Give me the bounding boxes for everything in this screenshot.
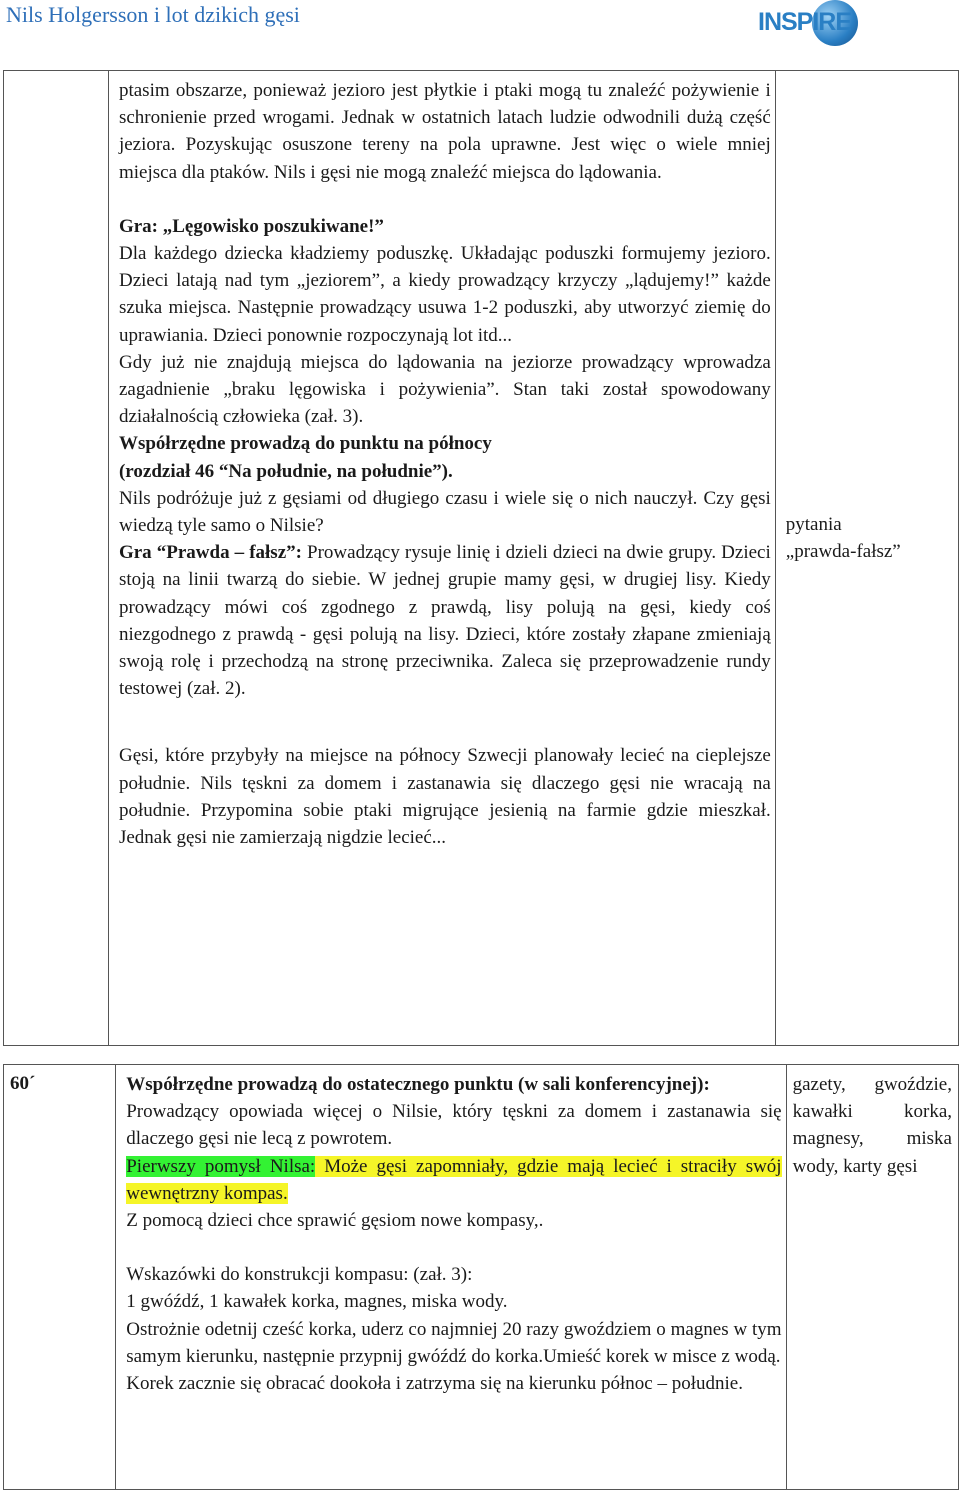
activity-cell: [108, 71, 775, 1046]
lesson-table-row-1: [3, 70, 959, 1046]
travel-paragraph: Nils podróżuje już z gęsiami od długiego czasu i wiele się o nich nauczył. Czy gęsi wiedzą tyle samo o Nilsie?: [118, 487, 771, 537]
compass-hints-result: Korek zacznie się obracać dookoła i zatrzyma się na kierunku północ – południe.: [126, 1373, 743, 1395]
time-cell-empty: [4, 71, 109, 1046]
section-heading-line-2: (rozdział 46 “Na południe, na południe”).: [118, 460, 453, 482]
first-idea-text-b: straciły swój wewnętrzny kompas.: [126, 1155, 782, 1204]
lesson-table-row-2: [3, 1064, 959, 1490]
first-idea-paragraph: [126, 1153, 781, 1207]
compass-hints-steps: Ostrożnie odetnij cześć korka, uderz co najmniej 20 razy gwoździem o magnes w tym samym kierunku, następnie przypnij gwóźdź do korka.Umieść korek w misce z wodą.: [126, 1318, 782, 1367]
inspire-logo: [758, 0, 858, 50]
final-point-heading: Współrzędne prowadzą do ostatecznego punktu (w sali konferencyjnej):: [126, 1074, 710, 1095]
intro-paragraph: ptasim obszarze, ponieważ jezioro jest płytkie i ptaki mogą tu znaleźć pożywienie i schronienie przed wrogami. Jednak w ostatnich latach ludzie odwodnili dużą część jeziora. Pozyskując osuszone tereny na pola uprawne. Jest więc o wiele mniej miejsca dla ptaków. Nils i gęsi nie mogą znaleźć miejsca do lądowania.: [118, 80, 771, 183]
true-false-game: [119, 539, 771, 702]
new-compass-paragraph: Z pomocą dzieci chce sprawić gęsiom nowe kompasy,.: [126, 1210, 544, 1232]
materials-cell: [775, 71, 958, 1046]
game-heading: Gra: „Lęgowisko poszukiwane!”: [118, 215, 384, 237]
logo-text: INSPIRE: [758, 8, 852, 36]
materials-list: gazety, gwoździe, kawałki korka, magnesy, miska wody, karty gęsi: [792, 1074, 952, 1177]
first-idea-label: Pierwszy pomysł Nilsa:: [126, 1155, 316, 1177]
materials-questions: pytania: [785, 514, 842, 535]
materials-true-false: „prawda-fałsz”: [785, 541, 901, 563]
game-description: Dla każdego dziecka kładziemy poduszkę. Układając poduszki formujemy jezioro. Dzieci latają nad tym „jeziorem”, a kiedy prowadzący krzyczy „lądujemy!” każde szuka miejsca. Następnie prowadzący usuwa 1-2 poduszki, aby utworzyć ziemię do uprawiania. Dzieci ponownie rozpoczynają lot itd...: [118, 243, 771, 346]
game-conclusion: Gdy już nie znajdują miejsca do lądowania na jeziorze prowadzący wprowadza zagadnienie „braku lęgowiska i pożywienia”. Stan taki został spowodowany działalnością człowieka (zał. 3).: [118, 351, 771, 428]
time-value: 60´: [10, 1073, 36, 1094]
north-paragraph: Gęsi, które przybyły na miejsce na północy Szwecji planowały lecieć na cieplejsze południe. Nils tęskni za domem i zastanawia się dlaczego gęsi nie wracają na południe. Przypomina sobie ptaki migrujące jesienią na farmie gdzie mieszkał. Jednak gęsi nie zamierzają nigdzie lecieć...: [118, 745, 771, 849]
activity-cell-2: [116, 1065, 786, 1490]
story-paragraph: Prowadzący opowiada więcej o Nilsie, który tęskni za domem i zastanawia się dlaczego gęsi nie lecą z powrotem.: [126, 1101, 782, 1150]
compass-hints-title: Wskazówki do konstrukcji kompasu: (zał. 3):: [126, 1264, 473, 1286]
time-cell: [4, 1065, 116, 1490]
true-false-game-label: Gra “Prawda – fałsz”:: [118, 542, 302, 564]
compass-hints-items: 1 gwóźdź, 1 kawałek korka, magnes, miska wody.: [126, 1291, 508, 1313]
true-false-game-text: Prowadzący rysuje linię i dzieli dzieci na dwie grupy. Dzieci stoją na linii twarzą do siebie. W jednej grupie mamy gęsi, w drugiej lisy. Kiedy prowadzący mówi coś zgodnego z prawdą, lisy polują na gęsi, kiedy coś niezgodnego z prawdą - gęsi polują na lisy. Dzieci, które zostały złapane zmieniają swoją rolę i przechodzą na stronę przeciwnika. Zaleca się przeprowadzenie rundy testowej (zał. 2).: [118, 542, 771, 700]
section-heading-line-1: Współrzędne prowadzą do punktu na północy: [118, 433, 492, 455]
materials-cell-2: [786, 1065, 958, 1490]
first-idea-text-a: Może gęsi zapomniały, gdzie mają lecieć i: [315, 1155, 681, 1177]
document-header-title: Nils Holgersson i lot dzikich gęsi: [6, 2, 300, 27]
